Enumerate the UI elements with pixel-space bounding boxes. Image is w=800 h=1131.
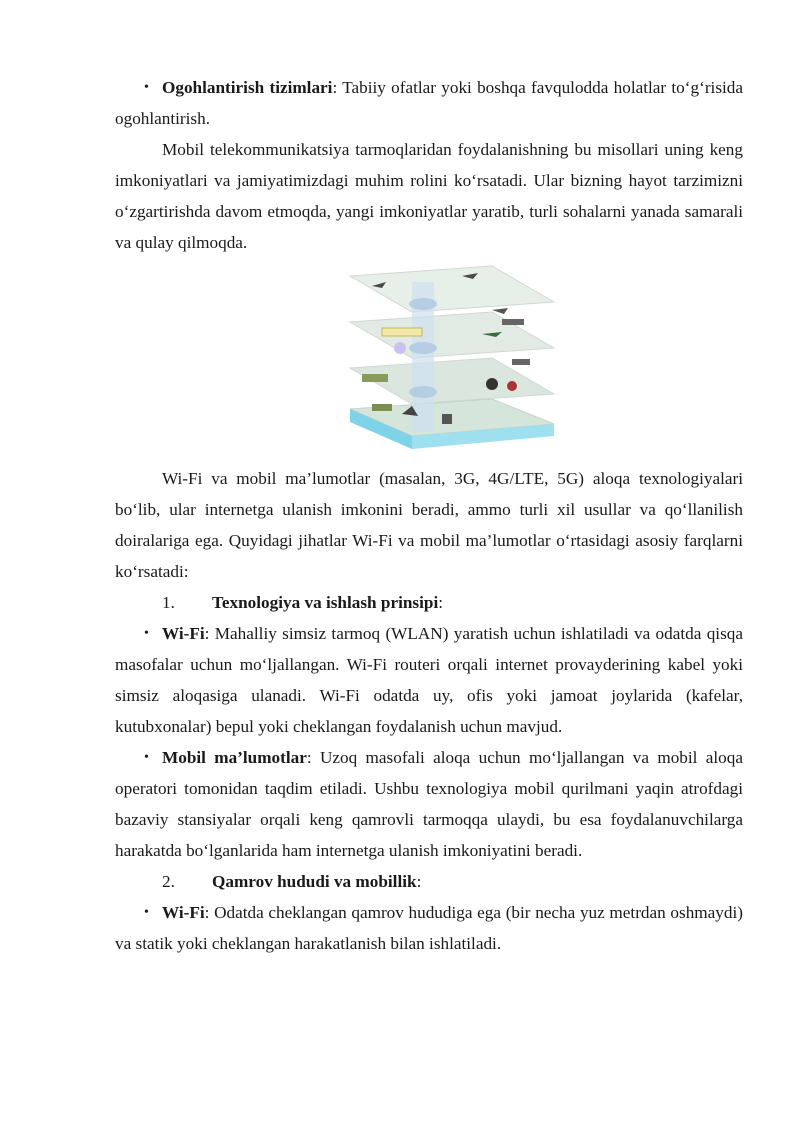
- bullet-wifi-technology: [115, 618, 743, 742]
- bullet-icon: •: [144, 905, 149, 920]
- bullet-text: : Mahalliy simsiz tarmoq (WLAN) yaratish uchun ishlatiladi va odatda qisqa masofalar uchun mo‘ljallangan. Wi-Fi routeri orqali internet provayderining kabel yoki simsiz aloqasiga ulanadi. Wi-Fi odatda uy, ofis yoki jamoat joylarida (kafelar, kutubxonalar) bepul yoki cheklangan foydalanish uchun mavjud.: [115, 624, 743, 736]
- bullet-term: Mobil ma’lumotlar: [162, 748, 307, 767]
- figure: [115, 264, 743, 449]
- bullet-term: Ogohlantirish tizimlari: [162, 78, 333, 97]
- bullet-text: : Uzoq masofali aloqa uchun mo‘ljallangan va mobil aloqa operatori tomonidan taqdim etiladi. Ushbu texnologiya mobil qurilmani yaqin atrofdagi bazaviy stansiyalar orqali keng qamrovli tarmoqqa ulaydi, bu esa foydalanuvchilarga harakatda bo‘lganlarida ham internetga ulanish imkoniyatini beradi.: [115, 748, 743, 860]
- item-colon: :: [438, 593, 444, 612]
- bullet-icon: •: [144, 750, 149, 765]
- network-layers-illustration-icon: [342, 264, 558, 449]
- bullet-term: Wi-Fi: [162, 624, 205, 643]
- bullet-icon: •: [144, 80, 149, 95]
- bullet-term: Wi-Fi: [162, 903, 205, 922]
- document-page: [115, 72, 743, 959]
- item-colon: :: [416, 872, 422, 891]
- bullet-text: : Odatda cheklangan qamrov hududiga ega (bir necha yuz metrdan oshmaydi) va statik yoki cheklangan harakatlanish bilan ishlatiladi.: [115, 903, 743, 953]
- bullet-text: : Tabiiy ofatlar yoki boshqa favqulodda holatlar to‘g‘risida ogohlantirish.: [115, 78, 744, 128]
- bullet-wifi-coverage: [115, 897, 743, 959]
- item-number: 2.: [162, 872, 175, 891]
- item-heading: Texnologiya va ishlash prinsipi: [212, 593, 439, 612]
- bullet-warning-systems: [115, 72, 743, 134]
- paragraph-wifi-vs-mobile: Wi-Fi va mobil ma’lumotlar (masalan, 3G, 4G/LTE, 5G) aloqa texnologiyalari bo‘lib, ular internetga ulanish imkonini beradi, ammo turli xil usullar va qo‘llanilish doiralariga ega. Quyidagi jihatlar Wi-Fi va mobil ma’lumotlar o‘rtasidagi asosiy farqlarni ko‘rsatadi:: [115, 469, 743, 581]
- numbered-item-2: [115, 866, 743, 897]
- item-heading: Qamrov hududi va mobillik: [212, 872, 417, 891]
- item-number: 1.: [162, 593, 175, 612]
- bullet-mobile-data-technology: [115, 742, 743, 866]
- numbered-item-1: [115, 587, 743, 618]
- paragraph-examples: Mobil telekommunikatsiya tarmoqlaridan foydalanishning bu misollari uning keng imkoniyatlari va jamiyatimizdagi muhim rolini ko‘rsatadi. Ular bizning hayot tarzimizni o‘zgartirishda davom etmoqda, yangi imkoniyatlar yaratib, turli sohalarni yanada samarali va qulay qilmoqda.: [115, 140, 743, 252]
- bullet-icon: •: [144, 626, 149, 641]
